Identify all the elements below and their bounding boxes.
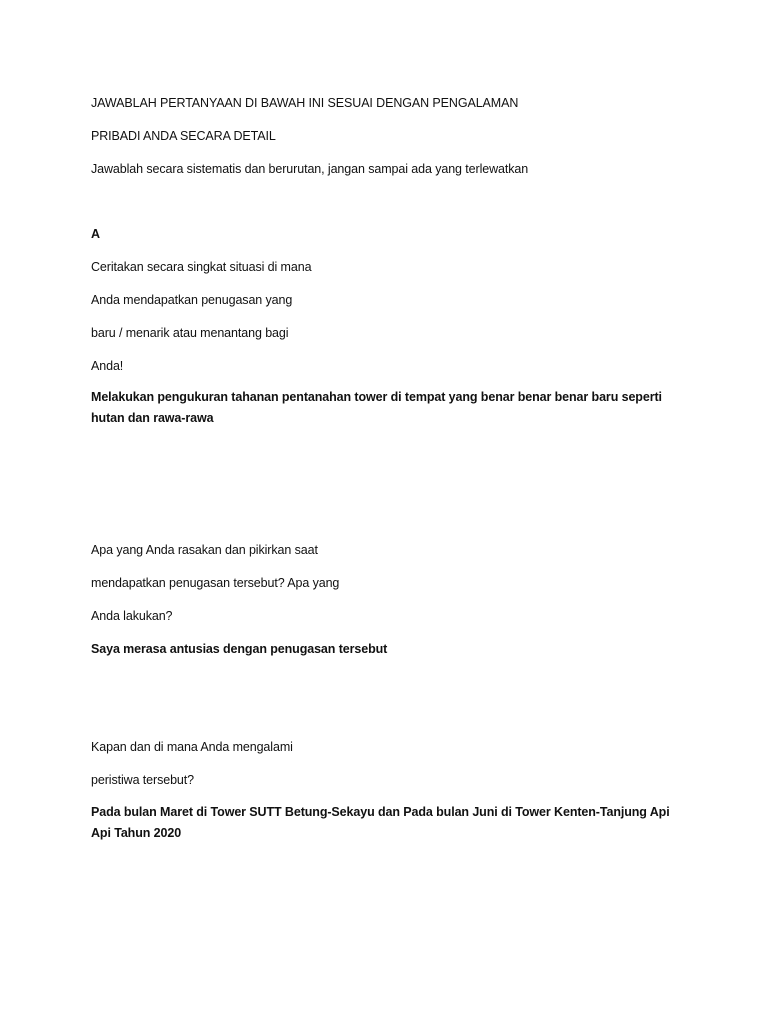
question-3-line-1: Kapan dan di mana Anda mengalami — [91, 740, 293, 754]
question-1-line-1: Ceritakan secara singkat situasi di mana — [91, 260, 312, 274]
header-line-2: PRIBADI ANDA SECARA DETAIL — [91, 129, 276, 143]
question-2-line-3: Anda lakukan? — [91, 609, 173, 623]
instruction-text: Jawablah secara sistematis dan berurutan, jangan sampai ada yang terlewatkan — [91, 162, 529, 176]
question-2-line-1: Apa yang Anda rasakan dan pikirkan saat — [91, 543, 318, 557]
section-label: A — [91, 227, 100, 241]
answer-2: Saya merasa antusias dengan penugasan tersebut — [91, 642, 388, 656]
question-1-line-4: Anda! — [91, 359, 124, 373]
question-2-line-2: mendapatkan penugasan tersebut? Apa yang — [91, 576, 340, 590]
answer-1: Melakukan pengukuran tahanan pentanahan tower di tempat yang benar benar benar baru seperti hutan dan rawa-rawa — [91, 390, 662, 425]
question-3-line-2: peristiwa tersebut? — [91, 773, 195, 787]
answer-3: Pada bulan Maret di Tower SUTT Betung-Sekayu dan Pada bulan Juni di Tower Kenten-Tanjung Api Api Tahun 2020 — [91, 805, 670, 840]
question-1-line-3: baru / menarik atau menantang bagi — [91, 326, 289, 340]
header-line-1: JAWABLAH PERTANYAAN DI BAWAH INI SESUAI DENGAN PENGALAMAN — [91, 96, 519, 110]
question-1-line-2: Anda mendapatkan penugasan yang — [91, 293, 293, 307]
